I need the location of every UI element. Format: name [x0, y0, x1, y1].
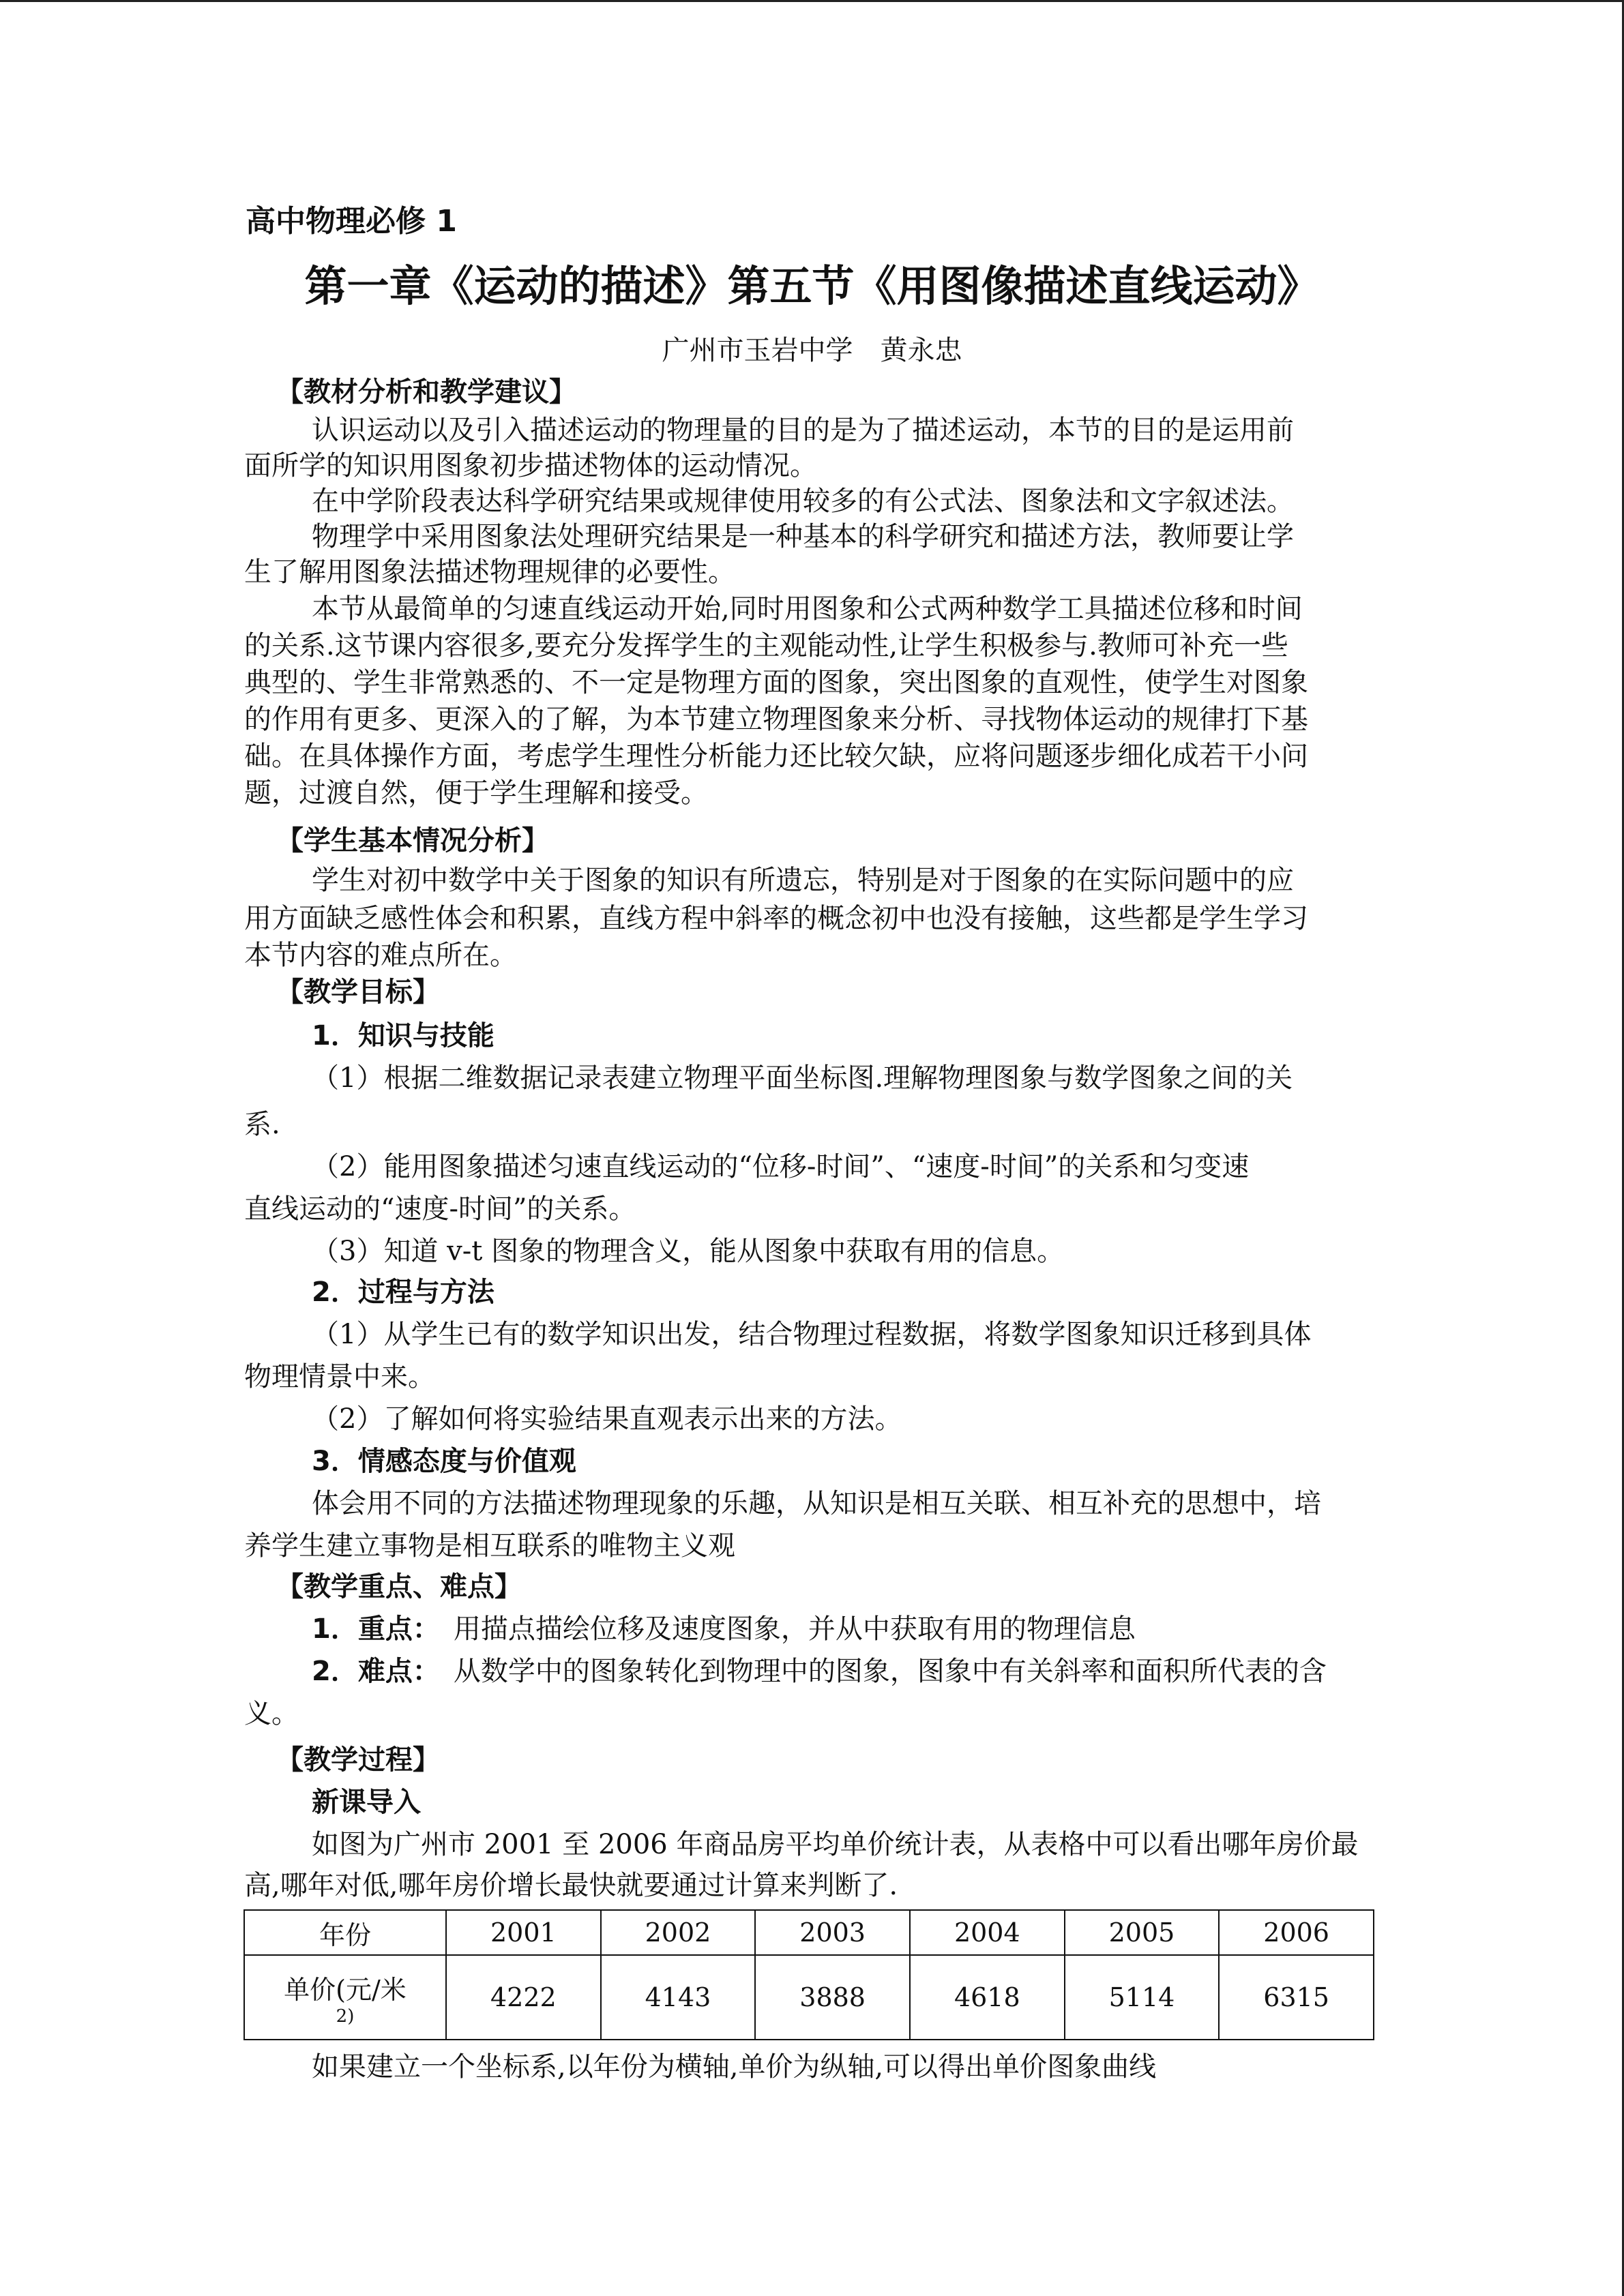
paragraph-line: 直线运动的“速度-时间”的关系。 [244, 1193, 636, 1225]
paragraph-line: 物理学中采用图象法处理研究结果是一种基本的科学研究和描述方法，教师要让学 [312, 521, 1294, 552]
paragraph-line: 本节内容的难点所在。 [244, 940, 517, 971]
key-text: 用描点描绘位移及速度图象，并从中获取有用的物理信息 [453, 1613, 1136, 1645]
section-heading-process: 【教学过程】 [276, 1744, 440, 1776]
table-cell: 4618 [910, 1955, 1065, 2040]
table-cell: 4143 [601, 1955, 756, 2040]
table-cell: 6315 [1219, 1955, 1374, 2040]
section-heading-keypoints: 【教学重点、难点】 [276, 1571, 522, 1602]
paragraph-line: 认识运动以及引入描述运动的物理量的目的是为了描述运动，本节的目的是运用前 [312, 415, 1294, 446]
section-heading-materials: 【教材分析和教学建议】 [276, 376, 576, 408]
objective-heading-process: 2．过程与方法 [312, 1277, 494, 1308]
author-line: 广州市玉岩中学 黄永忠 [662, 335, 962, 366]
section-heading-students: 【学生基本情况分析】 [276, 825, 549, 856]
paragraph-line: （1）从学生已有的数学知识出发，结合物理过程数据，将数学图象知识迁移到具体 [312, 1319, 1312, 1350]
paragraph-line: （2）能用图象描述匀速直线运动的“位移-时间”、“速度-时间”的关系和匀变速 [312, 1151, 1250, 1182]
table-cell: 3888 [755, 1955, 910, 2040]
paragraph-line: 的关系.这节课内容很多,要充分发挥学生的主观能动性,让学生积极参与.教师可补充一些 [244, 630, 1288, 661]
paragraph-line: 在中学阶段表达科学研究结果或规律使用较多的有公式法、图象法和文字叙述法。 [312, 486, 1294, 517]
table-cell [244, 1955, 446, 2040]
difficulty-line [312, 1652, 1327, 1691]
price-table [243, 1909, 1374, 2040]
key-point-line [312, 1609, 1136, 1649]
price-label: 单价(元/米 [284, 1974, 407, 2005]
paragraph-line: 如图为广州市 2001 至 2006 年商品房平均单价统计表，从表格中可以看出哪年房价最 [312, 1829, 1359, 1860]
table-cell: 5114 [1065, 1955, 1220, 2040]
paragraph-line: 本节从最简单的匀速直线运动开始,同时用图象和公式两种数学工具描述位移和时间 [312, 593, 1303, 625]
paragraph-line: 养学生建立事物是相互联系的唯物主义观 [244, 1530, 735, 1562]
course-label: 高中物理必修 1 [246, 204, 457, 239]
paragraph-line: 生了解用图象法描述物理规律的必要性。 [244, 556, 735, 588]
intro-heading: 新课导入 [312, 1787, 421, 1818]
paragraph-line: 题，过渡自然，便于学生理解和接受。 [244, 777, 708, 809]
table-cell: 2004 [910, 1910, 1065, 1955]
table-cell: 年份 [244, 1910, 446, 1955]
table-row [244, 1955, 1374, 2040]
page-title: 第一章《运动的描述》第五节《用图像描述直线运动》 [304, 261, 1320, 311]
paragraph-line: 用方面缺乏感性体会和积累，直线方程中斜率的概念初中也没有接触，这些都是学生学习 [244, 903, 1308, 934]
section-heading-objectives: 【教学目标】 [276, 976, 440, 1008]
table-row [244, 1910, 1374, 1955]
price-label-unit: 2) [336, 2006, 355, 2027]
paragraph-line: 如果建立一个坐标系,以年份为横轴,单价为纵轴,可以得出单价图象曲线 [312, 2051, 1157, 2083]
objective-heading-knowledge: 1．知识与技能 [312, 1020, 494, 1052]
paragraph-line: 面所学的知识用图象初步描述物体的运动情况。 [244, 450, 817, 481]
paragraph-line: 义。 [244, 1698, 299, 1729]
table-cell: 2005 [1065, 1910, 1220, 1955]
table-cell: 4222 [446, 1955, 601, 2040]
table-cell: 2006 [1219, 1910, 1374, 1955]
paragraph-line: 典型的、学生非常熟悉的、不一定是物理方面的图象，突出图象的直观性，使学生对图象 [244, 667, 1308, 698]
paragraph-line: 高,哪年对低,哪年房价增长最快就要通过计算来判断了. [244, 1870, 898, 1901]
paragraph-line: 的作用有更多、更深入的了解，为本节建立物理图象来分析、寻找物体运动的规律打下基 [244, 704, 1308, 735]
paragraph-line: 体会用不同的方法描述物理现象的乐趣，从知识是相互关联、相互补充的思想中，培 [312, 1488, 1321, 1519]
table-cell: 2003 [755, 1910, 910, 1955]
paragraph-line: 础。在具体操作方面，考虑学生理性分析能力还比较欠缺，应将问题逐步细化成若干小问 [244, 741, 1308, 772]
table-cell: 2002 [601, 1910, 756, 1955]
table-cell: 2001 [446, 1910, 601, 1955]
difficulty-label: 2．难点： [312, 1656, 426, 1687]
paragraph-line: （1）根据二维数据记录表建立物理平面坐标图.理解物理图象与数学图象之间的关 [312, 1062, 1293, 1094]
paragraph-line: 系. [244, 1109, 280, 1140]
paragraph-line: （2）了解如何将实验结果直观表示出来的方法。 [312, 1403, 902, 1435]
key-label: 1．重点： [312, 1613, 426, 1645]
objective-heading-attitude: 3．情感态度与价值观 [312, 1446, 576, 1477]
paragraph-line: 学生对初中数学中关于图象的知识有所遗忘，特别是对于图象的在实际问题中的应 [312, 865, 1294, 896]
difficulty-text: 从数学中的图象转化到物理中的图象，图象中有关斜率和面积所代表的含 [453, 1656, 1327, 1687]
paragraph-line: 物理情景中来。 [244, 1361, 435, 1392]
paragraph-line: （3）知道 v-t 图象的物理含义，能从图象中获取有用的信息。 [312, 1236, 1065, 1267]
